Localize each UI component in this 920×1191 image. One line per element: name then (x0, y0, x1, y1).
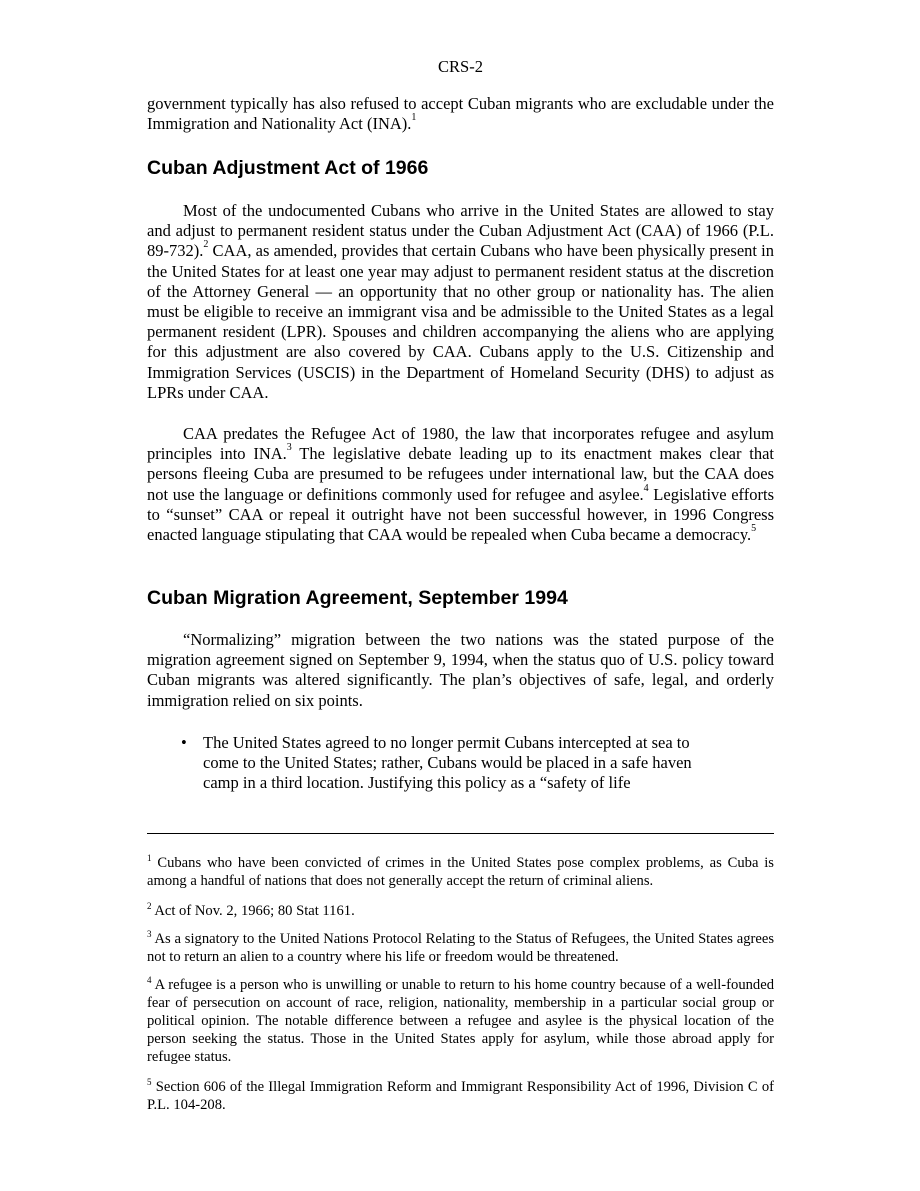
footnote-5 (147, 1078, 774, 1114)
section-heading-migration-agreement: Cuban Migration Agreement, September 1994 (147, 587, 568, 609)
intro-text: government typically has also refused to accept Cuban migrants who are excludable under the Immigration and Nationality Act (INA). (147, 94, 774, 134)
footnote-3-number: 3 (147, 929, 152, 939)
footnote-1-number: 1 (147, 853, 152, 863)
footnote-separator (147, 833, 774, 834)
footnote-ref-4[interactable]: 4 (643, 482, 649, 494)
migration-p1-text: “Normalizing” migration between the two nations was the stated purpose of the migration agreement signed on September 9, 1994, when the status quo of U.S. policy toward Cuban migrants was altered significantly. The plan’s objectives of safe, legal, and orderly immigration relied on six points. (147, 630, 774, 710)
footnote-ref-5[interactable]: 5 (751, 523, 757, 535)
footnote-4 (147, 976, 774, 1066)
caa-p1-text-b: CAA, as amended, provides that certain Cubans who have been physically present in the United States for at least one year may adjust to permanent resident status at the discretion of the Attorney General — an opportunity that no other group or nationality has. The alien must be eligible to receive an immigrant visa and be admissible to the United States as a legal permanent resident (LPR). Spouses and children accompanying the aliens who are applying for this adjustment are also covered by CAA. Cubans apply to the U.S. Citizenship and Immigration Services (USCIS) in the Department of Homeland Security (DHS) to adjust as LPRs under CAA. (147, 241, 774, 402)
footnote-4-number: 4 (147, 975, 152, 985)
caa-p2-text-c: Legislative efforts to “sunset” CAA or repeal it outright have not been successful however, in 1996 Congress enacted language stipulating that CAA would be repealed when Cuba became a democracy. (147, 484, 774, 545)
footnote-4-text: A refugee is a person who is unwilling or unable to return to his home country because of a well-founded fear of persecution on account of race, religion, nationality, membership in a particular social group or political opinion. The notable difference between a refugee and asylee is the physical location of the person seeking the status. Those in the United States apply for asylum, while those abroad apply for refugee status. (147, 977, 774, 1065)
footnote-5-text: Section 606 of the Illegal Immigration Reform and Immigrant Responsibility Act of 1996, Division C of P.L. 104-208. (147, 1079, 774, 1113)
footnote-2-number: 2 (147, 901, 152, 911)
footnote-3-text: As a signatory to the United Nations Protocol Relating to the Status of Refugees, the United States agrees not to return an alien to a country where his life or freedom would be threatened. (147, 931, 774, 965)
intro-paragraph (147, 94, 774, 134)
footnote-2 (147, 902, 774, 920)
bullet-icon: • (181, 733, 187, 752)
footnote-ref-1[interactable]: 1 (411, 112, 417, 124)
footnote-ref-3[interactable]: 3 (286, 442, 292, 454)
page-header: CRS-2 (438, 57, 483, 76)
caa-paragraph-1 (147, 201, 774, 403)
caa-p2-text-b: The legislative debate leading up to its enactment makes clear that persons fleeing Cuba are presumed to be refugees under international law, but the CAA does not use the language or definitions commonly used for refugee and asylee. (147, 444, 774, 504)
bullet-item-1 (147, 733, 774, 794)
footnote-1 (147, 854, 774, 890)
caa-paragraph-2 (147, 424, 774, 545)
caa-p1-text-a: Most of the undocumented Cubans who arrive in the United States are allowed to stay and adjust to permanent resident status under the Cuban Adjustment Act (CAA) of 1966 (P.L. 89-732). (147, 201, 774, 261)
footnote-1-text: Cubans who have been convicted of crimes in the United States pose complex problems, as Cuba is among a handful of nations that does not generally accept the return of criminal aliens. (147, 855, 774, 889)
footnote-5-number: 5 (147, 1077, 152, 1087)
section-heading-caa: Cuban Adjustment Act of 1966 (147, 157, 429, 179)
footnote-2-text: Act of Nov. 2, 1966; 80 Stat 1161. (151, 903, 355, 919)
migration-paragraph-1 (147, 630, 774, 711)
caa-p2-text-a: CAA predates the Refugee Act of 1980, the law that incorporates refugee and asylum principles into INA. (147, 424, 774, 464)
footnote-3 (147, 930, 774, 966)
footnote-ref-2[interactable]: 2 (203, 239, 209, 251)
bullet-item-1-text: The United States agreed to no longer permit Cubans intercepted at sea to come to the United States; rather, Cubans would be placed in a safe haven camp in a third location. Justifying this policy as a “safety of life (203, 733, 692, 793)
